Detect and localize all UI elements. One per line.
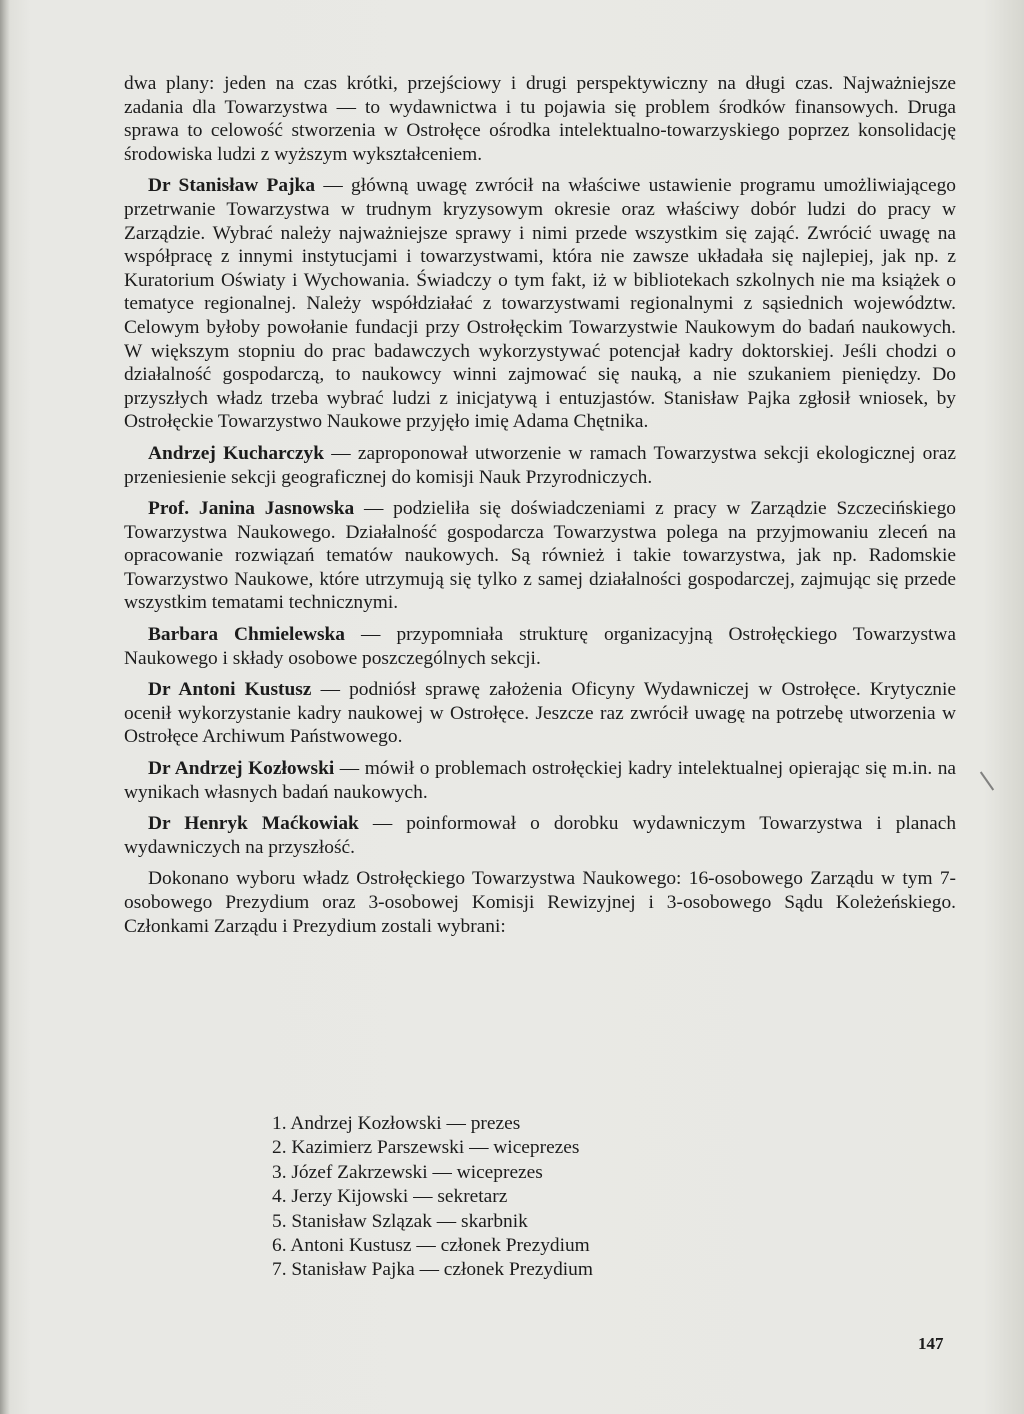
- speaker-name: Dr Andrzej Kozłowski: [148, 758, 335, 780]
- paragraph-jasnowska: [124, 497, 956, 615]
- paragraph-text: — przypomniała strukturę organizacyjną Ostrołęckiego Towarzystwa Naukowego i składy osobowe poszczególnych sekcji.: [124, 624, 956, 669]
- paragraph-kustusz: [124, 678, 956, 749]
- paragraph-chmielewska: [124, 623, 956, 670]
- list-item: 7. Stanisław Pajka — członek Prezydium: [272, 1259, 593, 1281]
- stray-pen-mark: [980, 771, 994, 790]
- list-item: 6. Antoni Kustusz — członek Prezydium: [272, 1235, 590, 1257]
- speaker-name: Dr Antoni Kustusz: [148, 679, 312, 701]
- list-item: 3. Józef Zakrzewski — wiceprezes: [272, 1161, 543, 1183]
- speaker-name: Barbara Chmielewska: [148, 624, 345, 646]
- paragraph-text: dwa plany: jeden na czas krótki, przejściowy i drugi perspektywiczny na długi czas. Najważniejsze zadania dla Towarzystwa — to wydawnictwa i tu pojawia się problem środków finansowych. Druga sprawa to celowość stworzenia w Ostrołęce ośrodka intelektualno-towarzyskiego poprzez konsolidację środowiska ludzi z wyższym wykształceniem.: [124, 73, 956, 165]
- paragraph-text: — zaproponował utworzenie w ramach Towarzystwa sekcji ekologicznej oraz przeniesienie sekcji geograficznej do komisji Nauk Przyrodniczych.: [124, 442, 956, 488]
- paragraph-text: — podzieliła się doświadczeniami z pracy w Zarządzie Szczecińskiego Towarzystwa Naukowego. Działalność gospodarcza Towarzystwa polega na przyjmowaniu zleceń na opracowanie rozwiązań tematów naukowych. Są również i takie towarzystwa, jak np. Radomskie Towarzystwo Naukowe, które utrzymują się tylko z samej działalności gospodarczej, zajmując się przede wszystkim tematami technicznymi.: [124, 498, 956, 614]
- speaker-name: Dr Stanisław Pajka: [148, 175, 316, 197]
- speaker-name: Andrzej Kucharczyk: [148, 442, 324, 464]
- paragraph-text: Dokonano wyboru władz Ostrołęckiego Towarzystwa Naukowego: 16-osobowego Zarządu w tym 7-osobowego Prezydium oraz 3-osobowej Komisji Rewizyjnej i 3-osobowego Sądu Koleżeńskiego. Członkami Zarządu i Prezydium zostali wybrani:: [124, 868, 956, 937]
- page-number: 147: [918, 1334, 944, 1353]
- paragraph-election: [124, 867, 956, 938]
- board-members-list: [272, 1112, 593, 1283]
- speaker-name: Dr Henryk Maćkowiak: [148, 813, 359, 835]
- paragraph-text: — poinformował o dorobku wydawniczym Towarzystwa i planach wydawniczych na przyszłość.: [124, 813, 957, 858]
- list-item: 1. Andrzej Kozłowski — prezes: [272, 1113, 521, 1134]
- page-binding-shadow: [0, 0, 10, 1414]
- paragraph-mackowiak: [124, 812, 956, 859]
- paragraph-kozlowski: [124, 757, 956, 804]
- paragraph-text: — podniósł sprawę założenia Oficyny Wydawniczej w Ostrołęce. Krytycznie ocenił wykorzystanie kadry naukowej w Ostrołęce. Jeszcze raz zwrócił uwagę na potrzebę utworzenia w Ostrołęce Archiwum Państwowego.: [124, 679, 956, 748]
- paragraph-intro: [124, 72, 956, 166]
- paragraph-kucharczyk: [124, 442, 956, 489]
- paragraph-text: — mówił o problemach ostrołęckiej kadry intelektualnej opierając się m.in. na wynikach własnych badań naukowych.: [124, 758, 957, 803]
- list-item: 4. Jerzy Kijowski — sekretarz: [272, 1186, 508, 1208]
- list-item: 5. Stanisław Szlązak — skarbnik: [272, 1210, 528, 1232]
- list-item: 2. Kazimierz Parszewski — wiceprezes: [272, 1137, 580, 1159]
- body-text: [124, 72, 956, 946]
- speaker-name: Prof. Janina Jasnowska: [148, 498, 355, 520]
- paragraph-text: — główną uwagę zwrócił na właściwe ustawienie programu umożliwiającego przetrwanie Towarzystwa w trudnym kryzysowym okresie oraz właściwy dobór ludzi do pracy w Zarządzie. Wybrać należy najważniejsze sprawy i nimi przede wszystkim się zająć. Zwrócić uwagę na współpracę z innymi instytucjami i towarzystwami, która nie zawsze układała się najlepiej, jak np. z Kuratorium Oświaty i Wychowania. Świadczy o tym fakt, iż w bibliotekach szkolnych nie ma książek o tematyce regionalnej. Należy współdziałać z towarzystwami regionalnymi z sąsiednich województw. Celowym byłoby powołanie fundacji przy Ostrołęckim Towarzystwie Naukowym do badań naukowych. W większym stopniu do prac badawczych wykorzystywać potencjał kadry doktorskiej. Jeśli chodzi o działalność gospodarczą, to naukowcy winni zajmować się nauką, a nie szukaniem pieniędzy. Do przyszłych władz trzeba wybrać ludzi z inicjatywą i entuzjastów. Stanisław Pajka zgłosił wniosek, by Ostrołęckie Towarzystwo Naukowe przyjęło imię Adama Chętnika.: [124, 175, 957, 433]
- paragraph-pajka: [124, 174, 956, 434]
